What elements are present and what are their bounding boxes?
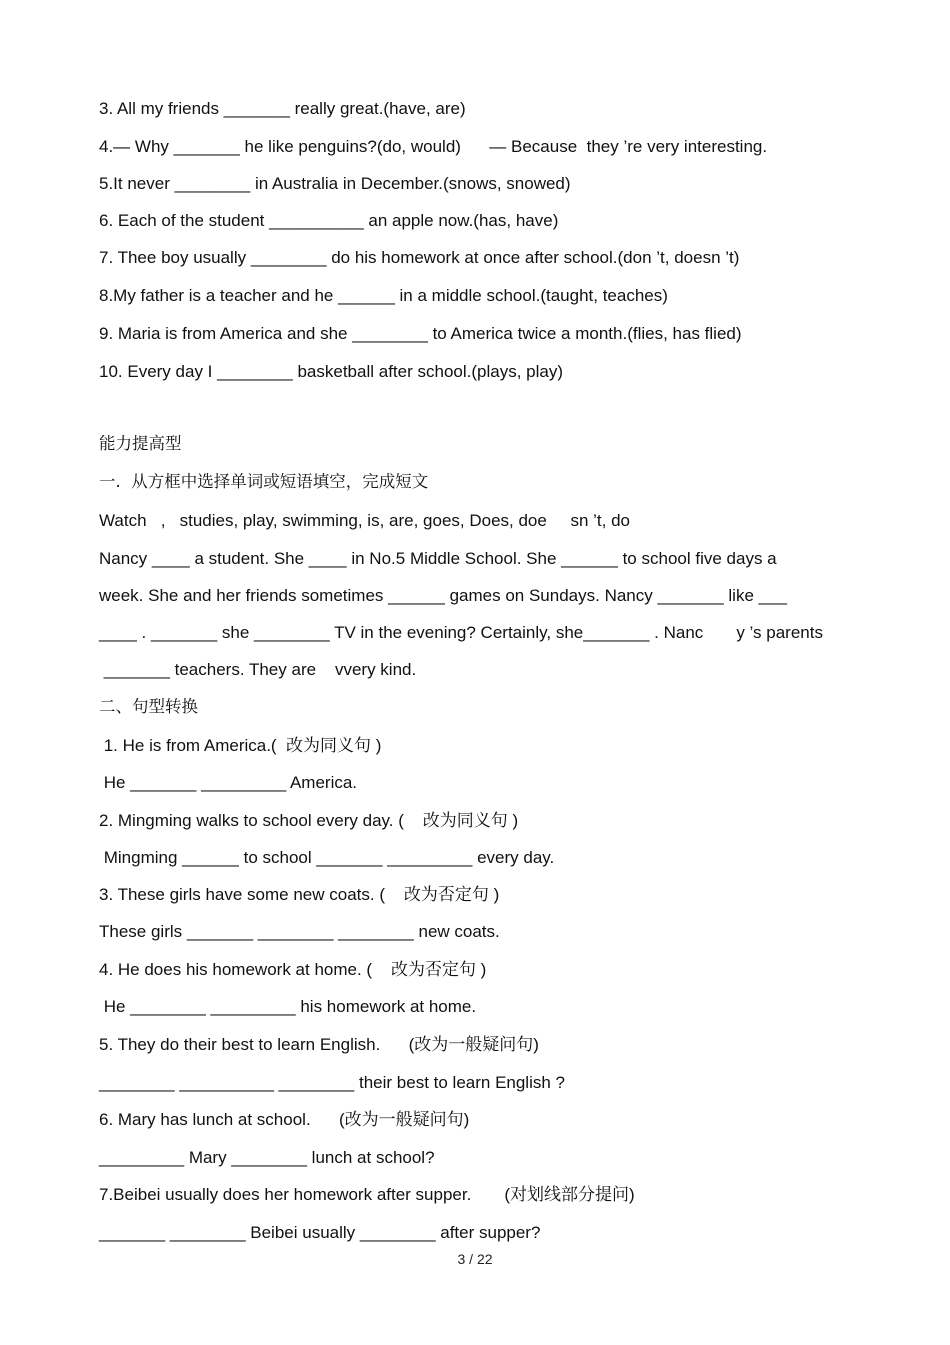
page-number: 3 / 22 <box>457 1251 493 1267</box>
transform-question-4: 4. He does his homework at home. ( 改为否定句 ) <box>99 960 487 979</box>
exercise-line-5: 5.It never ________ in Australia in December.(snows, snowed) <box>99 174 571 193</box>
exercise-line-4: 4.— Why _______ he like penguins?(do, would) — Because they ’re very interesting. <box>99 137 768 156</box>
part-one-heading: 一. 从方框中选择单词或短语填空，完成短文 <box>99 472 429 491</box>
exercise-line-6: 6. Each of the student __________ an apple now.(has, have) <box>99 211 559 230</box>
part-two-heading: 二、句型转换 <box>99 697 198 716</box>
exercise-line-8: 8.My father is a teacher and he ______ in a middle school.(taught, teaches) <box>99 286 668 305</box>
passage-line-4: _______ teachers. They are vvery kind. <box>99 660 417 679</box>
exercise-line-10: 10. Every day I ________ basketball after school.(plays, play) <box>99 362 563 381</box>
exercise-line-3: 3. All my friends _______ really great.(have, are) <box>99 99 466 118</box>
transform-question-7: 7.Beibei usually does her homework after supper. (对划线部分提问) <box>99 1185 635 1204</box>
transform-question-3: 3. These girls have some new coats. ( 改为否定句 ) <box>99 885 500 904</box>
section-heading-advanced: 能力提高型 <box>99 434 182 453</box>
transform-answer-6: _________ Mary ________ lunch at school? <box>99 1148 435 1167</box>
passage-line-2: week. She and her friends sometimes ______ games on Sundays. Nancy _______ like ___ <box>99 586 787 605</box>
transform-question-5: 5. They do their best to learn English. (改为一般疑问句) <box>99 1035 539 1054</box>
passage-line-1: Nancy ____ a student. She ____ in No.5 Middle School. She ______ to school five days a <box>99 549 777 568</box>
transform-question-6: 6. Mary has lunch at school. (改为一般疑问句) <box>99 1110 470 1129</box>
transform-answer-5: ________ __________ ________ their best to learn English ? <box>99 1073 565 1092</box>
word-box: Watch , studies, play, swimming, is, are, goes, Does, doe sn ’t, do <box>99 511 630 530</box>
exercise-line-9: 9. Maria is from America and she ________ to America twice a month.(flies, has flied) <box>99 324 742 343</box>
transform-question-1: 1. He is from America.( 改为同义句 ) <box>99 736 382 755</box>
exercise-line-7: 7. Thee boy usually ________ do his homework at once after school.(don ’t, doesn ’t) <box>99 248 740 267</box>
transform-question-2: 2. Mingming walks to school every day. ( 改为同义句 ) <box>99 811 519 830</box>
passage-line-3: ____ . _______ she ________ TV in the evening? Certainly, she_______ . Nanc y ’s parents <box>99 623 823 642</box>
transform-answer-7: _______ ________ Beibei usually ________ after supper? <box>99 1223 541 1242</box>
transform-answer-1: He _______ _________ America. <box>99 773 358 792</box>
transform-answer-3: These girls _______ ________ ________ new coats. <box>99 922 500 941</box>
transform-answer-4: He ________ _________ his homework at home. <box>99 997 477 1016</box>
transform-answer-2: Mingming ______ to school _______ _________ every day. <box>99 848 555 867</box>
